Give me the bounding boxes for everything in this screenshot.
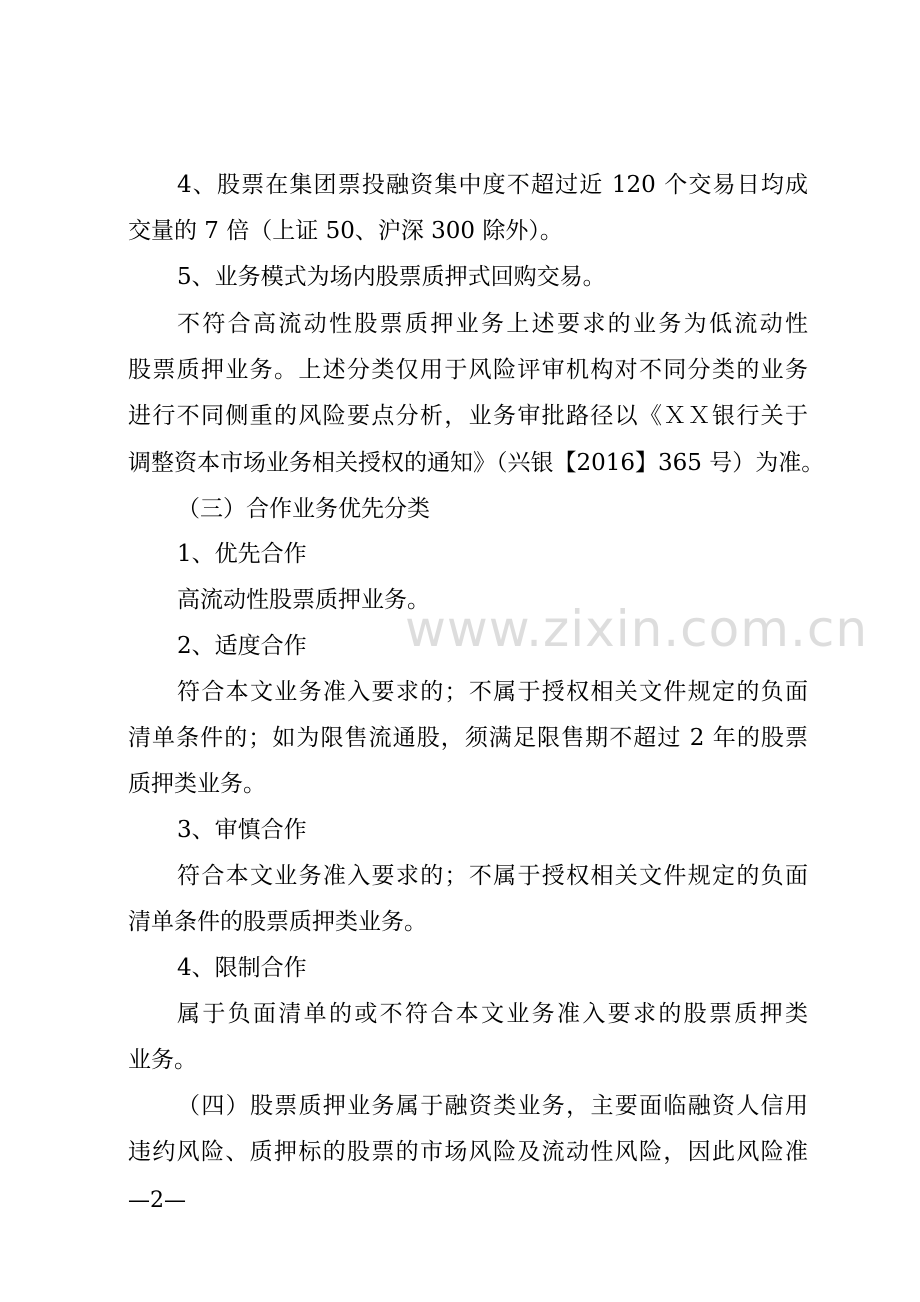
paragraph-text: （四）股票质押业务属于融资类业务，主要面临融资人信用: [177, 1093, 808, 1119]
subsection-heading: 4、限制合作: [177, 955, 307, 981]
subsection-heading: 1、优先合作: [177, 541, 307, 567]
paragraph-text: 属于负面清单的或不符合本文业务准入要求的股票质押类: [177, 1001, 808, 1027]
watermark: www.zixin.com.cn: [405, 600, 869, 658]
paragraph-text: 符合本文业务准入要求的；不属于授权相关文件规定的负面: [177, 863, 808, 889]
paragraph-text: 质押类业务。: [128, 771, 266, 797]
paragraph-text: 违约风险、质押标的股票的市场风险及流动性风险，因此风险准: [128, 1139, 808, 1165]
paragraph-text: 高流动性股票质押业务。: [177, 587, 430, 613]
paragraph-text: 股票质押业务。上述分类仅用于风险评审机构对不同分类的业务: [128, 357, 808, 383]
paragraph-text: 不符合高流动性股票质押业务上述要求的业务为低流动性: [177, 311, 808, 337]
paragraph-text: 清单条件的股票质押类业务。: [128, 909, 427, 935]
paragraph-text: 符合本文业务准入要求的；不属于授权相关文件规定的负面: [177, 679, 808, 705]
paragraph-text: 清单条件的；如为限售流通股，须满足限售期不超过 2 年的股票: [128, 725, 808, 751]
paragraph-text: 交量的 7 倍（上证 50、沪深 300 除外）。: [128, 218, 563, 244]
subsection-heading: 2、适度合作: [177, 633, 307, 659]
paragraph-text: 4、股票在集团票投融资集中度不超过近 120 个交易日均成: [177, 172, 808, 198]
subsection-heading: 3、审慎合作: [177, 817, 307, 843]
paragraph-text: 5、业务模式为场内股票质押式回购交易。: [177, 264, 606, 290]
page-number: —2—: [128, 1188, 186, 1213]
section-heading: （三）合作业务优先分类: [177, 496, 430, 522]
paragraph-text: 进行不同侧重的风险要点分析，业务审批路径以《ＸＸ银行关于: [128, 403, 808, 429]
paragraph-text: 业务。: [128, 1047, 197, 1073]
paragraph-text: 调整资本市场业务相关授权的通知》（兴银【2016】365 号）为准。: [128, 450, 825, 476]
